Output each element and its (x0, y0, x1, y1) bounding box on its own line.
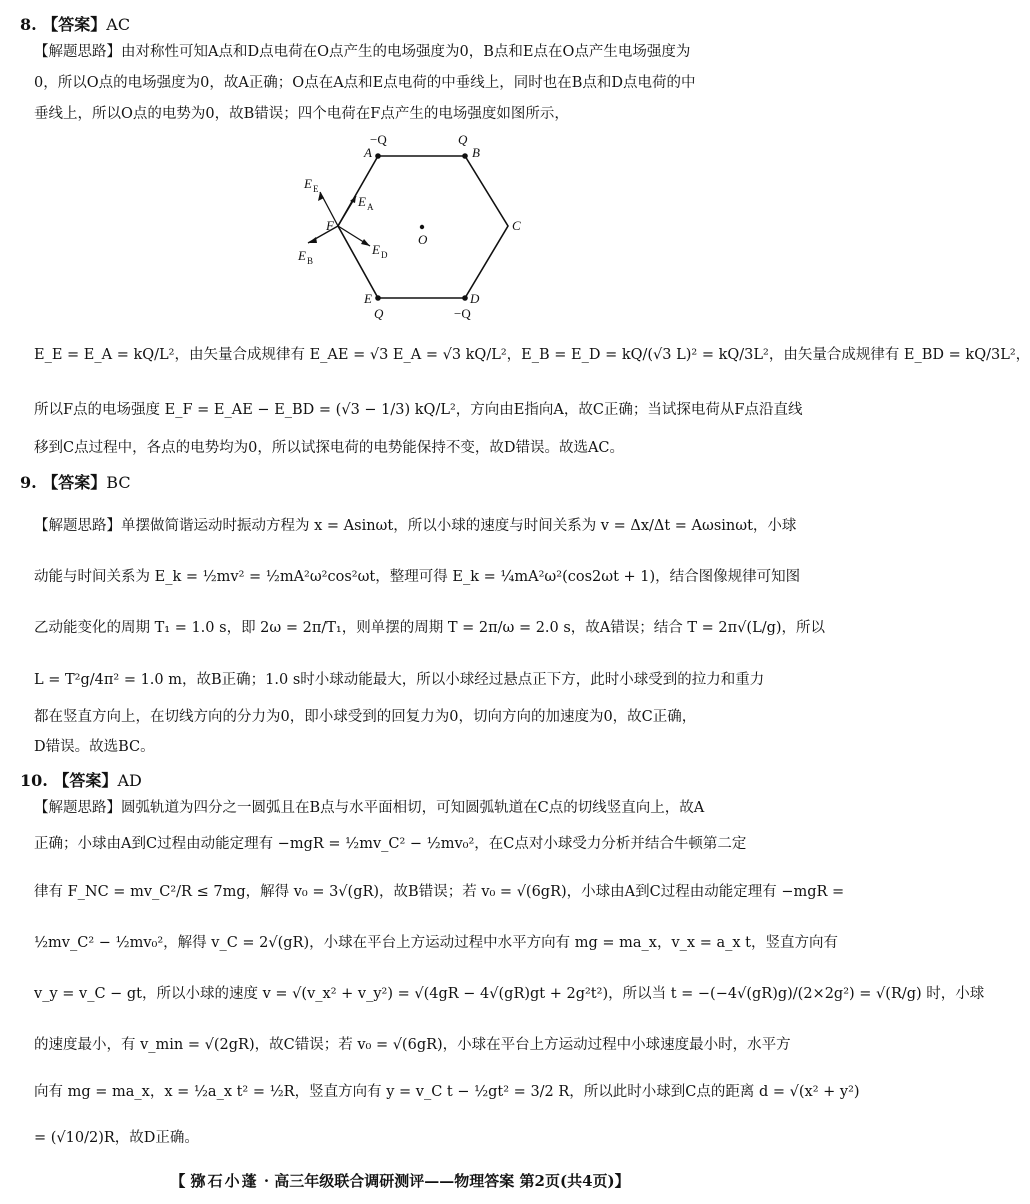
q9-number: 9. (20, 473, 37, 492)
q10-line-5: v_y = v_C − gt，所以小球的速度 v = √(v_x² + v_y²) = √(4gR − 4√(gR)gt + 2g²t²)，所以当 t = −(−4√(gR)g)/(2×2g²) = √(R/g) 时，小球 (34, 986, 985, 1002)
label-field-eb-sub: B (307, 256, 314, 266)
q9-line-6: D错误。故选BC。 (34, 739, 155, 755)
label-charge-e: Q (374, 306, 384, 321)
vertex-a-dot (375, 153, 381, 159)
q8-answer: AC (106, 15, 131, 34)
label-a: A (364, 145, 372, 160)
q9-answer: BC (106, 473, 131, 492)
footer-bracket-open: 【 (170, 1172, 186, 1190)
charge-hexagon-figure (290, 126, 540, 332)
label-b: B (472, 145, 480, 160)
q8-line-5: 所以F点的电场强度 E_F = E_AE − E_BD = (√3 − 1/3) kQ/L²，方向由E指向A，故C正确；当试探电荷从F点沿直线 (34, 402, 803, 418)
q9-line-3: 乙动能变化的周期 T₁ = 1.0 s，即 2ω = 2π/T₁，则单摆的周期 T = 2π/ω = 2.0 s，故A错误；结合 T = 2π√(L/g)，所以 (34, 620, 826, 636)
q8-heading (20, 12, 130, 35)
q10-heading (20, 768, 142, 791)
vertex-d-dot (462, 295, 468, 301)
label-charge-b: Q (458, 132, 468, 147)
q8-line-6: 移到C点过程中，各点的电势均为0，所以试探电荷的电势能保持不变，故D错误。故选AC。 (34, 440, 625, 456)
label-field-eb: E (298, 248, 306, 263)
q10-line-7: 向有 mg = ma_x，x = ½a_x t² = ½R，竖直方向有 y = v_C t − ½gt² = 3/2 R，所以此时小球到C点的距离 d = √(x² + y²) (34, 1084, 860, 1100)
q10-line-4: ½mv_C² − ½mv₀²，解得 v_C = 2√(gR)，小球在平台上方运动过程中水平方向有 mg = ma_x，v_x = a_x t，竖直方向有 (34, 935, 838, 951)
vertex-e-dot (375, 295, 381, 301)
q9-line-2: 动能与时间关系为 E_k = ½mv² = ½mA²ω²cos²ωt，整理可得 E_k = ¼mA²ω²(cos2ωt + 1)，结合图像规律可知图 (34, 569, 801, 585)
q8-number: 8. (20, 15, 37, 34)
footer-title: · 高三年级联合调研测评——物理答案 (258, 1172, 515, 1190)
label-field-ed: E (372, 242, 380, 257)
label-field-ed-sub: D (381, 250, 388, 260)
arrow-ed-head (361, 239, 370, 246)
label-c: C (512, 218, 521, 233)
q9-line-1: 【解题思路】单摆做简谐运动时振动方程为 x = Asinωt，所以小球的速度与时间关系为 v = Δx/Δt = Aωsinωt，小球 (34, 518, 797, 534)
label-field-ea: E (358, 194, 366, 209)
q10-line-1: 【解题思路】圆弧轨道为四分之一圆弧且在B点与水平面相切，可知圆弧轨道在C点的切线竖直向上，故A (34, 800, 705, 816)
q8-line-2: 0，所以O点的电场强度为0，故A正确；O点在A点和E点电荷的中垂线上，同时也在B点和D点电荷的中 (34, 75, 696, 91)
q9-line-5: 都在竖直方向上，在切线方向的分力为0，即小球受到的回复力为0，切向方向的加速度为0，故C正确， (34, 709, 697, 725)
q10-number: 10. (20, 771, 48, 790)
q10-line-8: = (√10/2)R，故D正确。 (34, 1130, 199, 1146)
q8-line-1: 【解题思路】由对称性可知A点和D点电荷在O点产生的电场强度为0，B点和E点在O点产生电场强度为 (34, 44, 691, 60)
vertex-b-dot (462, 153, 468, 159)
label-field-ee-sub: E (313, 184, 319, 194)
label-e: E (364, 291, 372, 306)
q9-heading (20, 470, 131, 493)
q10-answer-tag: 【答案】 (53, 771, 118, 790)
label-field-ea-sub: A (367, 202, 374, 212)
footer-brand-logo: 猕石小蓬 (190, 1172, 259, 1190)
footer-page-number: 第2页(共4页) (519, 1172, 615, 1190)
q9-line-4: L = T²g/4π² = 1.0 m，故B正确；1.0 s时小球动能最大，所以小球经过悬点正下方，此时小球受到的拉力和重力 (34, 672, 765, 688)
q10-answer: AD (117, 771, 142, 790)
q8-line-3: 垂线上，所以O点的电势为0，故B错误；四个电荷在F点产生的电场强度如图所示， (34, 106, 569, 122)
label-charge-d: −Q (454, 306, 471, 321)
label-f: F (326, 218, 334, 233)
label-field-ee: E (304, 176, 312, 191)
label-o: O (418, 232, 428, 247)
q10-line-2: 正确；小球由A到C过程由动能定理有 −mgR = ½mv_C² − ½mv₀²，在C点对小球受力分析并结合牛顿第二定 (34, 836, 747, 852)
arrow-eb-head (308, 237, 317, 243)
footer-bracket-close: 】 (614, 1172, 630, 1190)
label-charge-a: −Q (370, 132, 387, 147)
q10-line-3: 律有 F_NC = mv_C²/R ≤ 7mg，解得 v₀ = 3√(gR)，故B错误；若 v₀ = √(6gR)，小球由A到C过程由动能定理有 −mgR = (34, 884, 845, 900)
page-footer (0, 1170, 800, 1191)
q9-answer-tag: 【答案】 (42, 473, 107, 492)
q8-line-4: E_E = E_A = kQ/L²，由矢量合成规律有 E_AE = √3 E_A = √3 kQ/L²，E_B = E_D = kQ/(√3 L)² = kQ/3L²，由矢量合成规律有 E_BD = kQ/3L²， (34, 347, 1030, 363)
label-d: D (470, 291, 480, 306)
q8-answer-tag: 【答案】 (42, 15, 107, 34)
q10-line-6: 的速度最小，有 v_min = √(2gR)，故C错误；若 v₀ = √(6gR)，小球在平台上方运动过程中小球速度最小时，水平方 (34, 1037, 791, 1053)
center-o-dot (420, 225, 424, 229)
